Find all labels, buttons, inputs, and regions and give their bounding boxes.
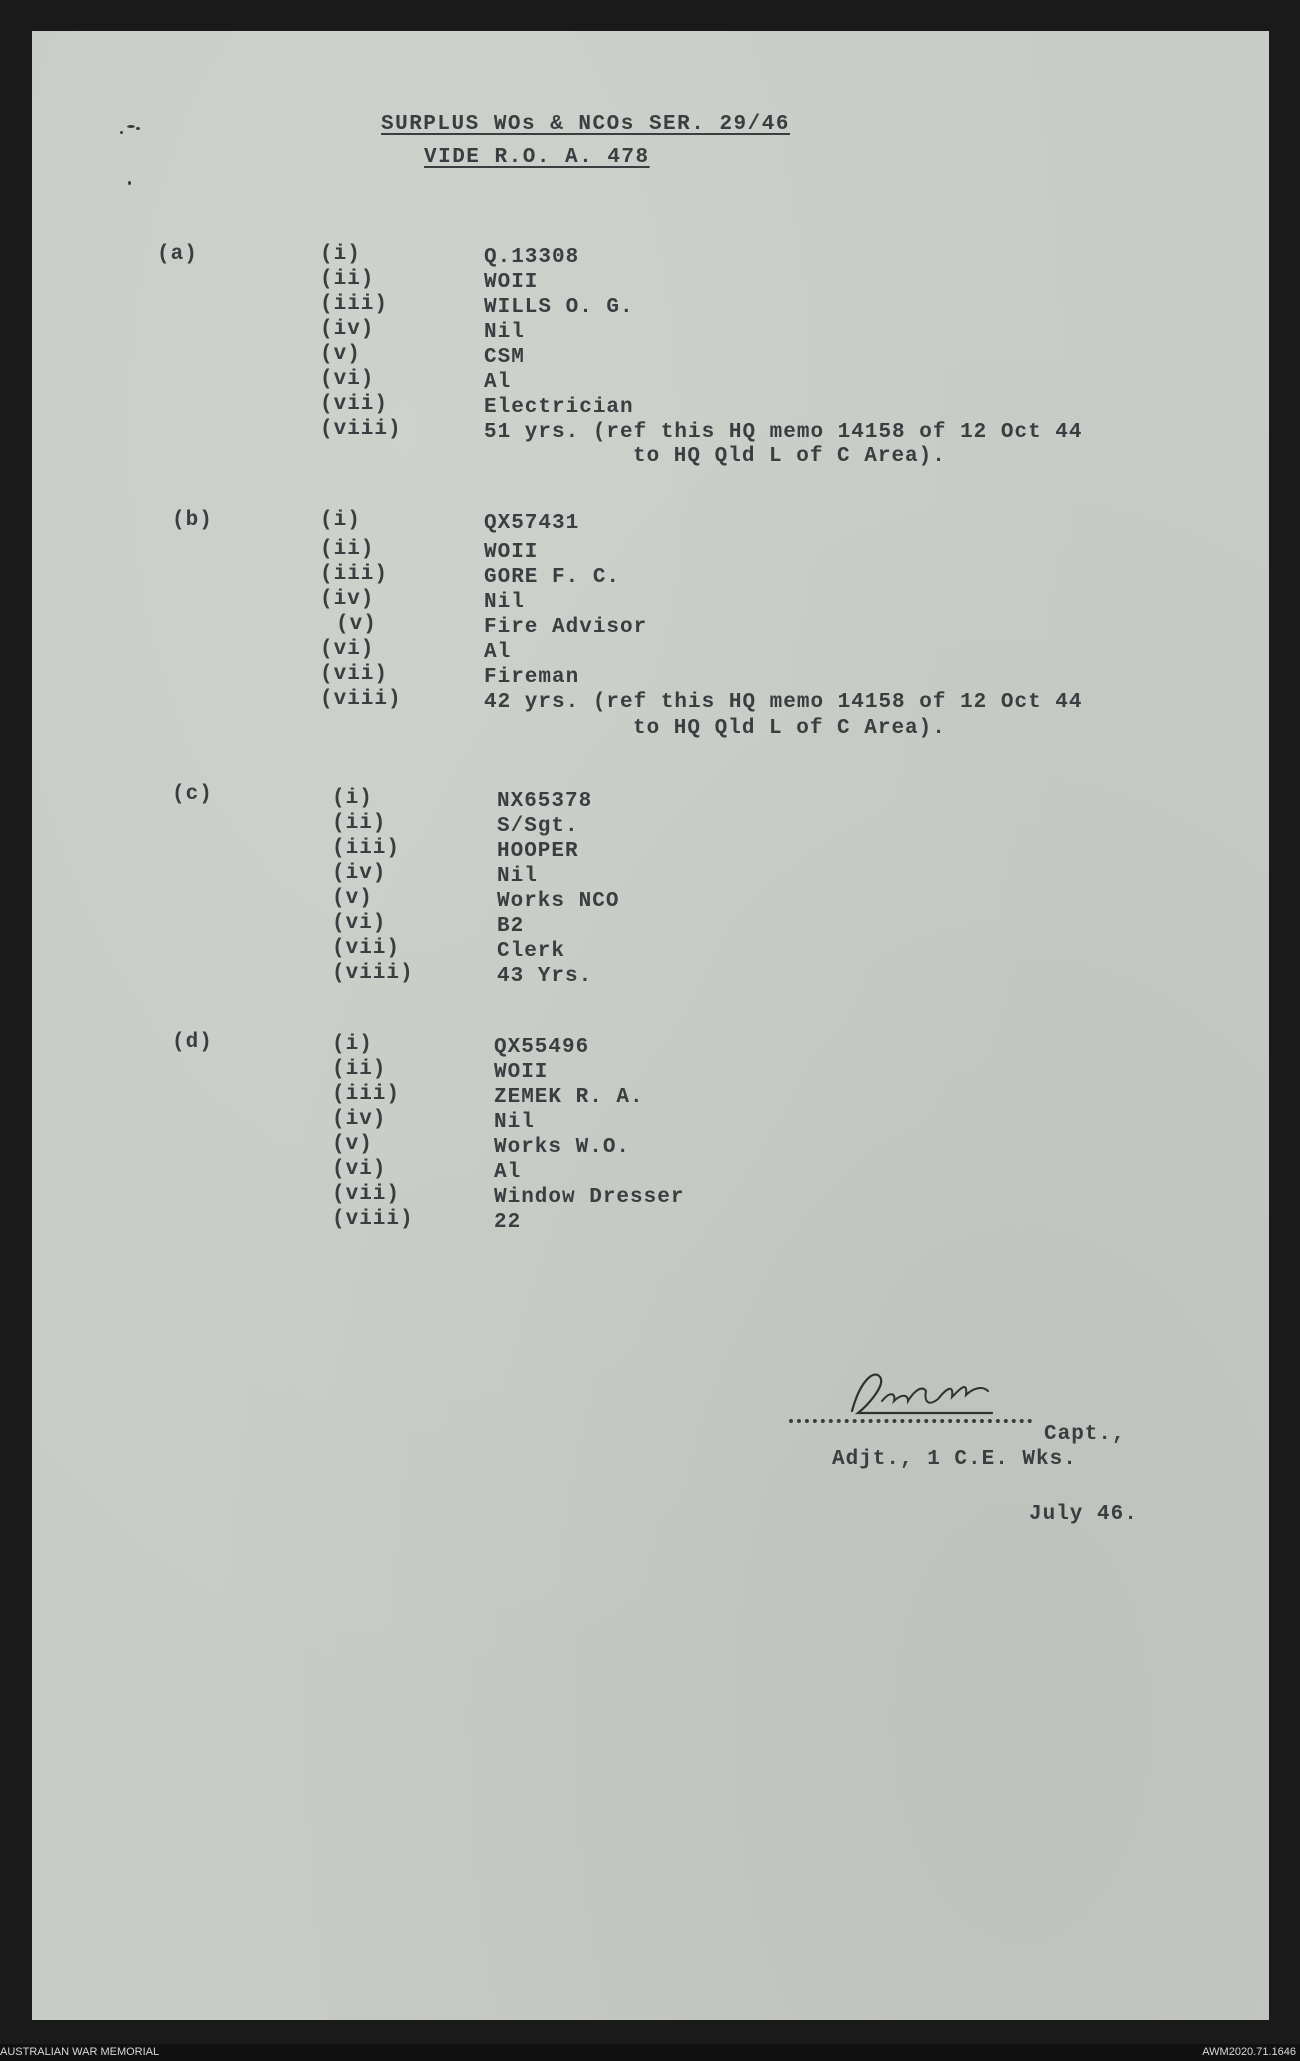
- trade: Electrician: [484, 396, 634, 419]
- item-numeral: (iii): [332, 837, 401, 860]
- section-letter: (d): [172, 1031, 213, 1054]
- item-numeral: (i): [320, 509, 361, 532]
- item-numeral: (iii): [320, 563, 389, 586]
- appointment: CSM: [484, 346, 525, 369]
- item-numeral: (iv): [332, 862, 387, 885]
- document-subtitle: VIDE R.O. A. 478: [424, 146, 650, 169]
- item-numeral: (ii): [320, 538, 375, 561]
- entry-iv: Nil: [484, 321, 525, 344]
- item-numeral: (viii): [320, 688, 402, 711]
- appointment: Fire Advisor: [484, 616, 648, 639]
- item-numeral: (iv): [320, 588, 375, 611]
- handwritten-signature: [842, 1361, 1022, 1425]
- medical-class: B2: [497, 915, 525, 938]
- age: 51 yrs. (ref this HQ memo 14158 of 12 Oct 44: [484, 421, 1083, 444]
- item-numeral: (vi): [332, 1158, 387, 1181]
- service-number: NX65378: [497, 790, 593, 813]
- item-numeral: (vii): [320, 393, 389, 416]
- rank: S/Sgt.: [497, 815, 579, 838]
- item-numeral: (iii): [320, 293, 389, 316]
- item-numeral: (ii): [332, 812, 387, 835]
- item-numeral: (v): [332, 1133, 373, 1156]
- age: 43 Yrs.: [497, 965, 593, 988]
- rank: WOII: [494, 1061, 549, 1084]
- ink-speck: [120, 131, 123, 134]
- trade: Clerk: [497, 940, 566, 963]
- medical-class: Al: [494, 1161, 522, 1184]
- entry-iv: Nil: [494, 1111, 535, 1134]
- item-numeral: (iii): [332, 1083, 401, 1106]
- member-name: HOOPER: [497, 840, 579, 863]
- document-title: SURPLUS WOs & NCOs SER. 29/46: [381, 113, 790, 136]
- trade: Fireman: [484, 666, 580, 689]
- trade: Window Dresser: [494, 1186, 685, 1209]
- item-numeral: (i): [320, 243, 361, 266]
- item-numeral: (ii): [320, 268, 375, 291]
- archive-accession-number: AWM2020.71.1646: [1202, 2046, 1296, 2058]
- ink-speck: [128, 181, 131, 185]
- item-numeral: (iv): [332, 1108, 387, 1131]
- signatory-appointment: Adjt., 1 C.E. Wks.: [832, 1448, 1077, 1471]
- item-numeral: (vii): [320, 663, 389, 686]
- signatory-rank: Capt.,: [1044, 1423, 1126, 1446]
- entry-iv: Nil: [497, 865, 538, 888]
- medical-class: Al: [484, 641, 512, 664]
- signature-dotted-line: [789, 1419, 1032, 1423]
- service-number: QX57431: [484, 512, 580, 535]
- item-numeral: (vii): [332, 937, 401, 960]
- section-letter: (b): [172, 509, 213, 532]
- ink-speck: [127, 125, 135, 128]
- age: 42 yrs. (ref this HQ memo 14158 of 12 Oct 44: [484, 691, 1083, 714]
- item-numeral: (v): [332, 887, 373, 910]
- age-note-continuation: to HQ Qld L of C Area).: [633, 717, 946, 740]
- item-numeral: (ii): [332, 1058, 387, 1081]
- member-name: WILLS O. G.: [484, 296, 634, 319]
- item-numeral: (viii): [332, 1208, 414, 1231]
- rank: WOII: [484, 271, 539, 294]
- entry-iv: Nil: [484, 591, 525, 614]
- item-numeral: (v): [320, 343, 361, 366]
- service-number: QX55496: [494, 1036, 590, 1059]
- age: 22: [494, 1211, 522, 1234]
- member-name: GORE F. C.: [484, 566, 621, 589]
- item-numeral: (v): [336, 613, 377, 636]
- appointment: Works NCO: [497, 890, 620, 913]
- member-name: ZEMEK R. A.: [494, 1086, 644, 1109]
- ink-speck: [136, 127, 140, 130]
- appointment: Works W.O.: [494, 1136, 631, 1159]
- item-numeral: (viii): [332, 962, 414, 985]
- item-numeral: (vi): [320, 368, 375, 391]
- age-note-continuation: to HQ Qld L of C Area).: [633, 445, 946, 468]
- document-page: [32, 31, 1269, 2020]
- item-numeral: (vii): [332, 1183, 401, 1206]
- item-numeral: (viii): [320, 418, 402, 441]
- item-numeral: (iv): [320, 318, 375, 341]
- item-numeral: (i): [332, 1033, 373, 1056]
- item-numeral: (vi): [320, 638, 375, 661]
- section-letter: (c): [172, 783, 213, 806]
- section-letter: (a): [157, 243, 198, 266]
- service-number: Q.13308: [484, 246, 580, 269]
- item-numeral: (i): [332, 787, 373, 810]
- rank: WOII: [484, 541, 539, 564]
- archive-credit: AUSTRALIAN WAR MEMORIAL: [0, 2046, 160, 2058]
- document-date: July 46.: [1029, 1503, 1138, 1526]
- item-numeral: (vi): [332, 912, 387, 935]
- medical-class: Al: [484, 371, 512, 394]
